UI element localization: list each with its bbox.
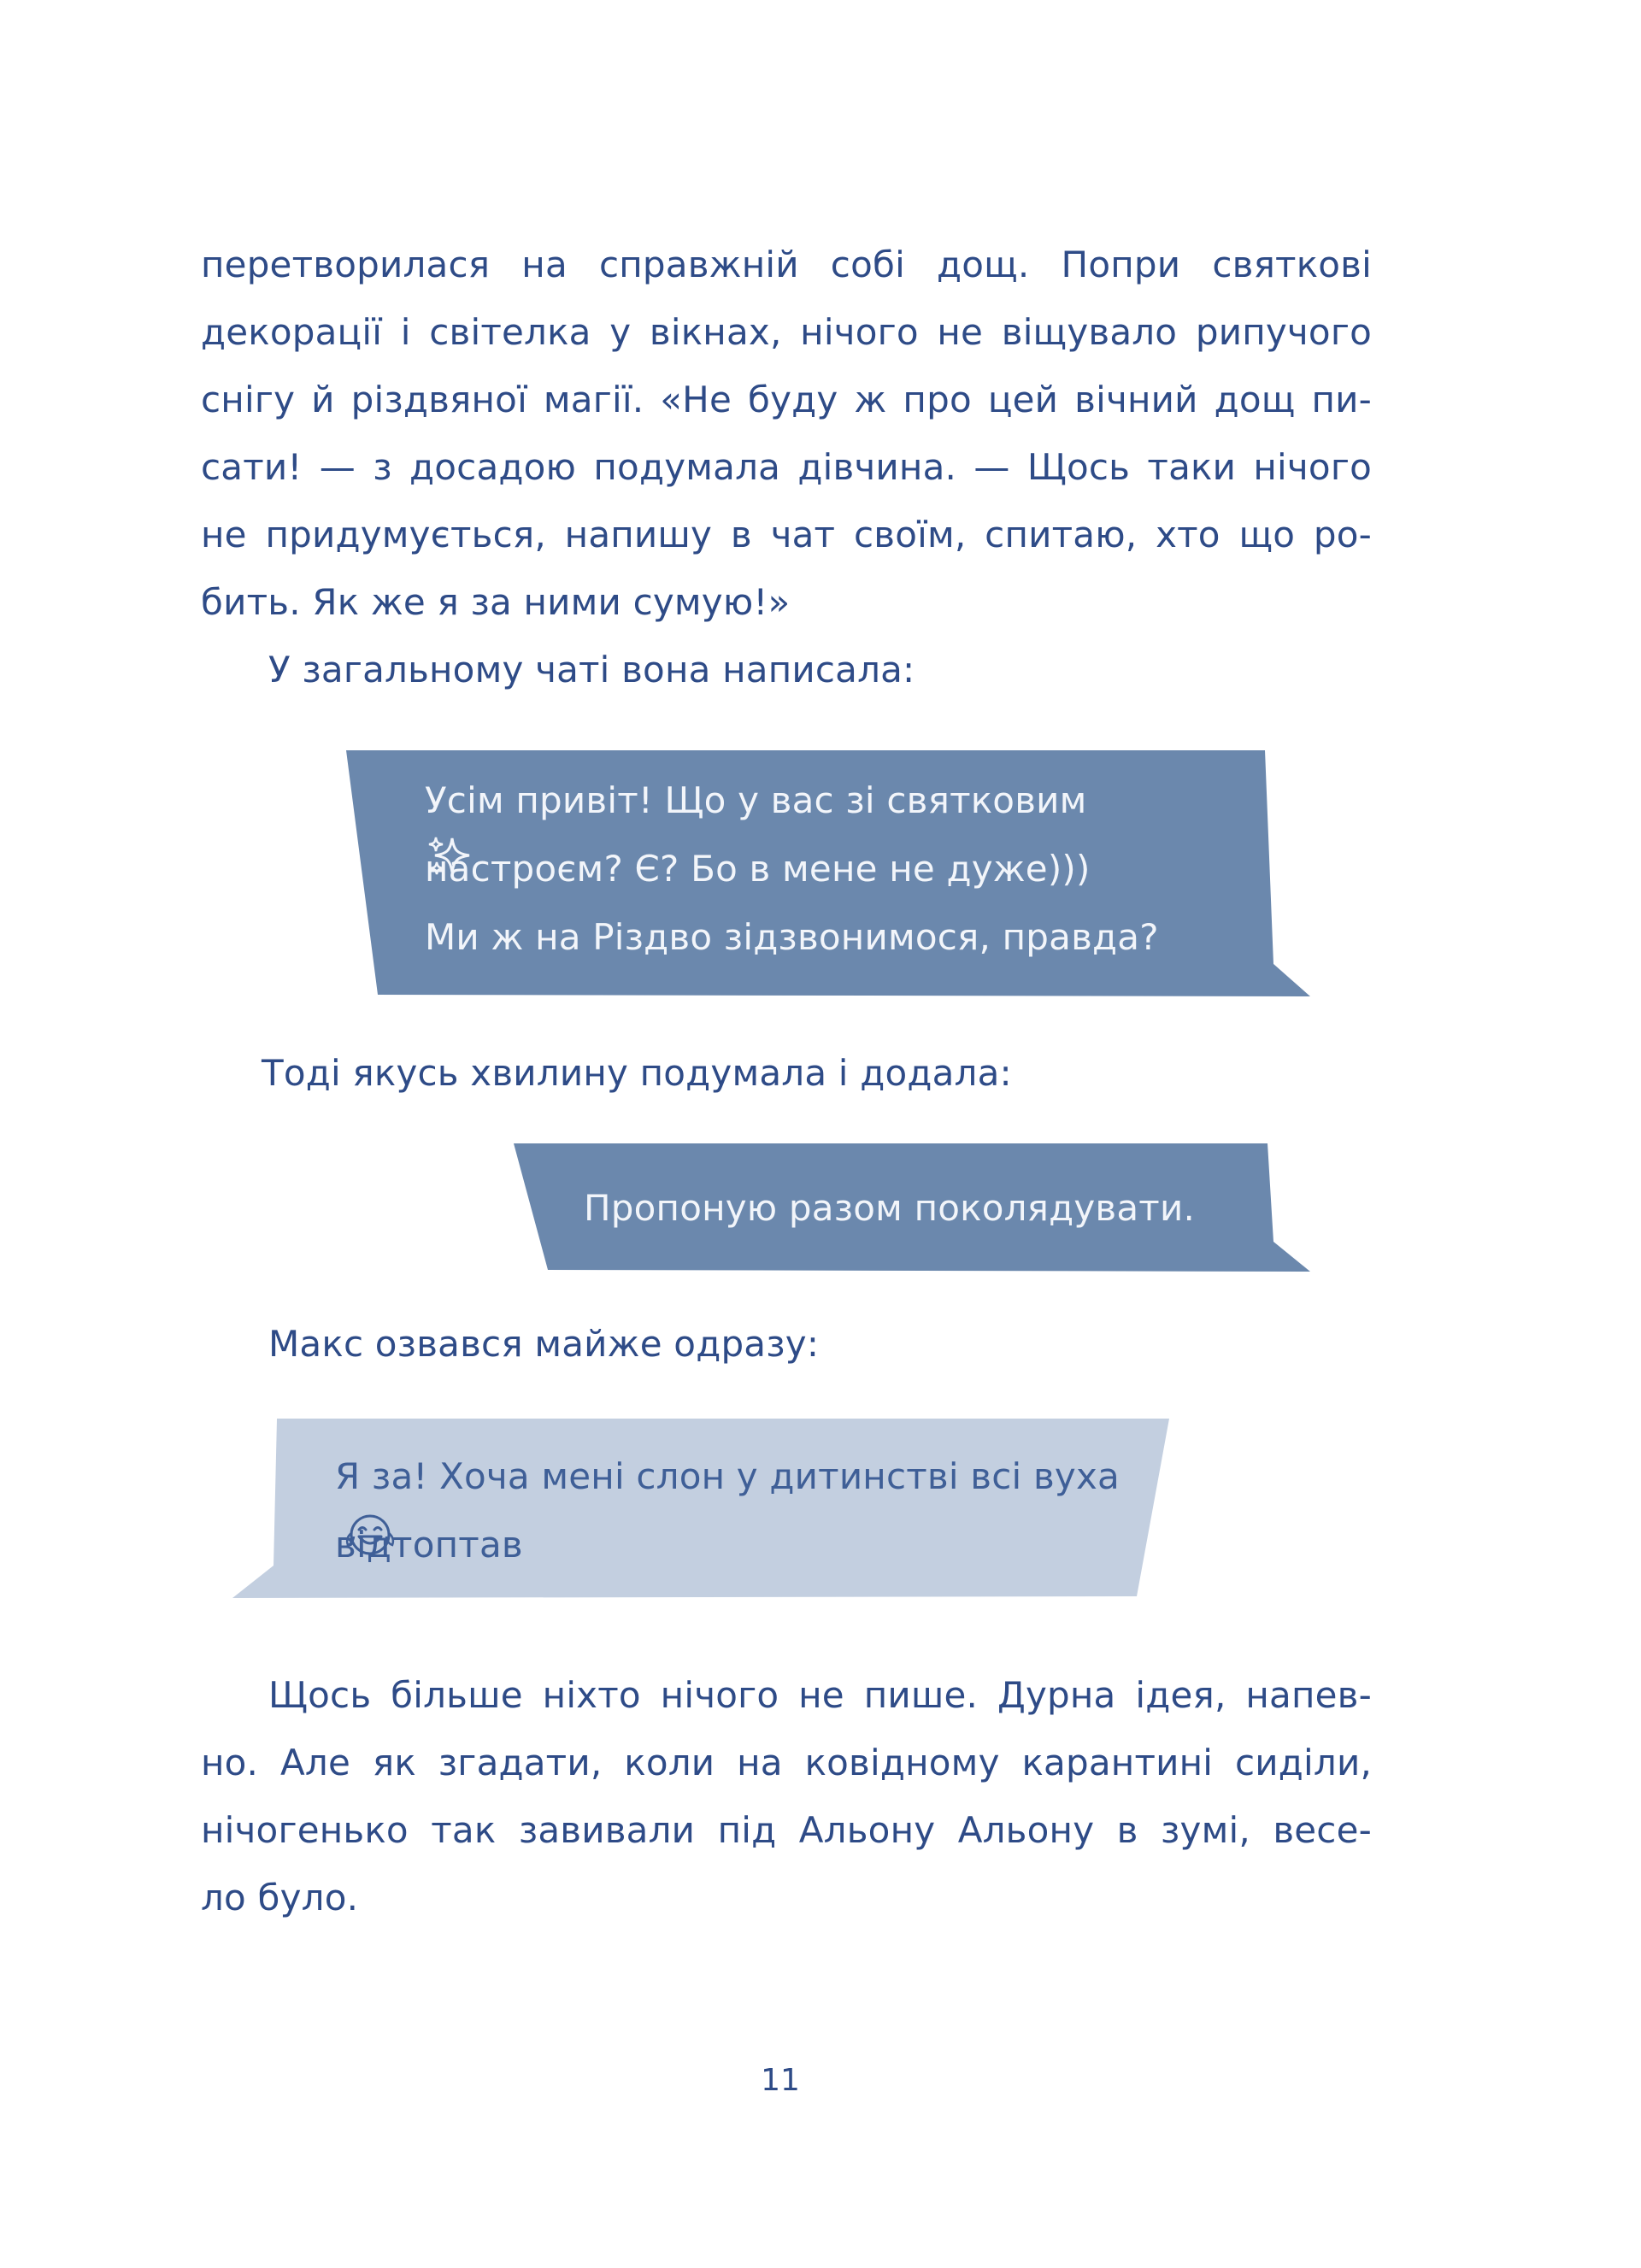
page-number: 11 (761, 2063, 800, 2098)
paragraph-1-line-6: бить. Як же я за ними сумую!» (201, 581, 791, 623)
sparkles-icon (426, 835, 476, 878)
paragraph-2-line-4: ло було. (201, 1877, 359, 1918)
message-3-line-2 (335, 1511, 523, 1579)
laughing-tears-icon (344, 1511, 397, 1559)
paragraph-2-line-3: нічогенько так завивали під Альону Альону в зумі, весе- (201, 1809, 1372, 1851)
message-2-line-1: Пропоную разом поколядувати. (584, 1187, 1196, 1229)
paragraph-1-line-1: перетворилася на справжній собі дощ. Попри святкові (201, 244, 1372, 285)
message-1-line-3: Ми ж на Різдво зідзвонимося, правда? (425, 916, 1159, 958)
message-3-line-2-text: відтоптав (335, 1524, 523, 1566)
paragraph-1-line-2: декорації і світелка у вікнах, нічого не віщувало рипучого (201, 311, 1372, 353)
paragraph-2-line-2: но. Але як згадати, коли на ковідному карантині сиділи, (201, 1742, 1372, 1783)
message-1-line-2-end: Є? Бо в мене не дуже))) (634, 848, 1091, 890)
paragraph-1-line-5: не придумується, напишу в чат своїм, спитаю, хто що ро- (201, 514, 1372, 555)
paragraph-1-line-3: снігу й різдвяної магії. «Не буду ж про цей вічний дощ пи- (201, 379, 1372, 420)
paragraph-1-line-4: сати! — з досадою подумала дівчина. — Щось таки нічого (201, 446, 1372, 488)
chat-message-1 (346, 750, 1312, 998)
message-1-line-2 (425, 835, 1091, 903)
paragraph-2-line-1: Щось більше ніхто нічого не пише. Дурна ідея, напев- (268, 1674, 1372, 1716)
intro-text-3: Макс озвався майже одразу: (268, 1323, 820, 1365)
message-3-line-1: Я за! Хоча мені слон у дитинстві всі вуха (335, 1455, 1120, 1497)
message-1-line-2-start: настроєм? (425, 848, 623, 890)
intro-text-1: У загальному чаті вона написала: (268, 649, 915, 690)
intro-text-2: Тоді якусь хвилину подумала і додала: (262, 1052, 1012, 1094)
chat-message-3 (232, 1419, 1171, 1600)
chat-message-2 (514, 1143, 1312, 1273)
message-1-line-1: Усім привіт! Що у вас зі святковим (425, 779, 1087, 821)
